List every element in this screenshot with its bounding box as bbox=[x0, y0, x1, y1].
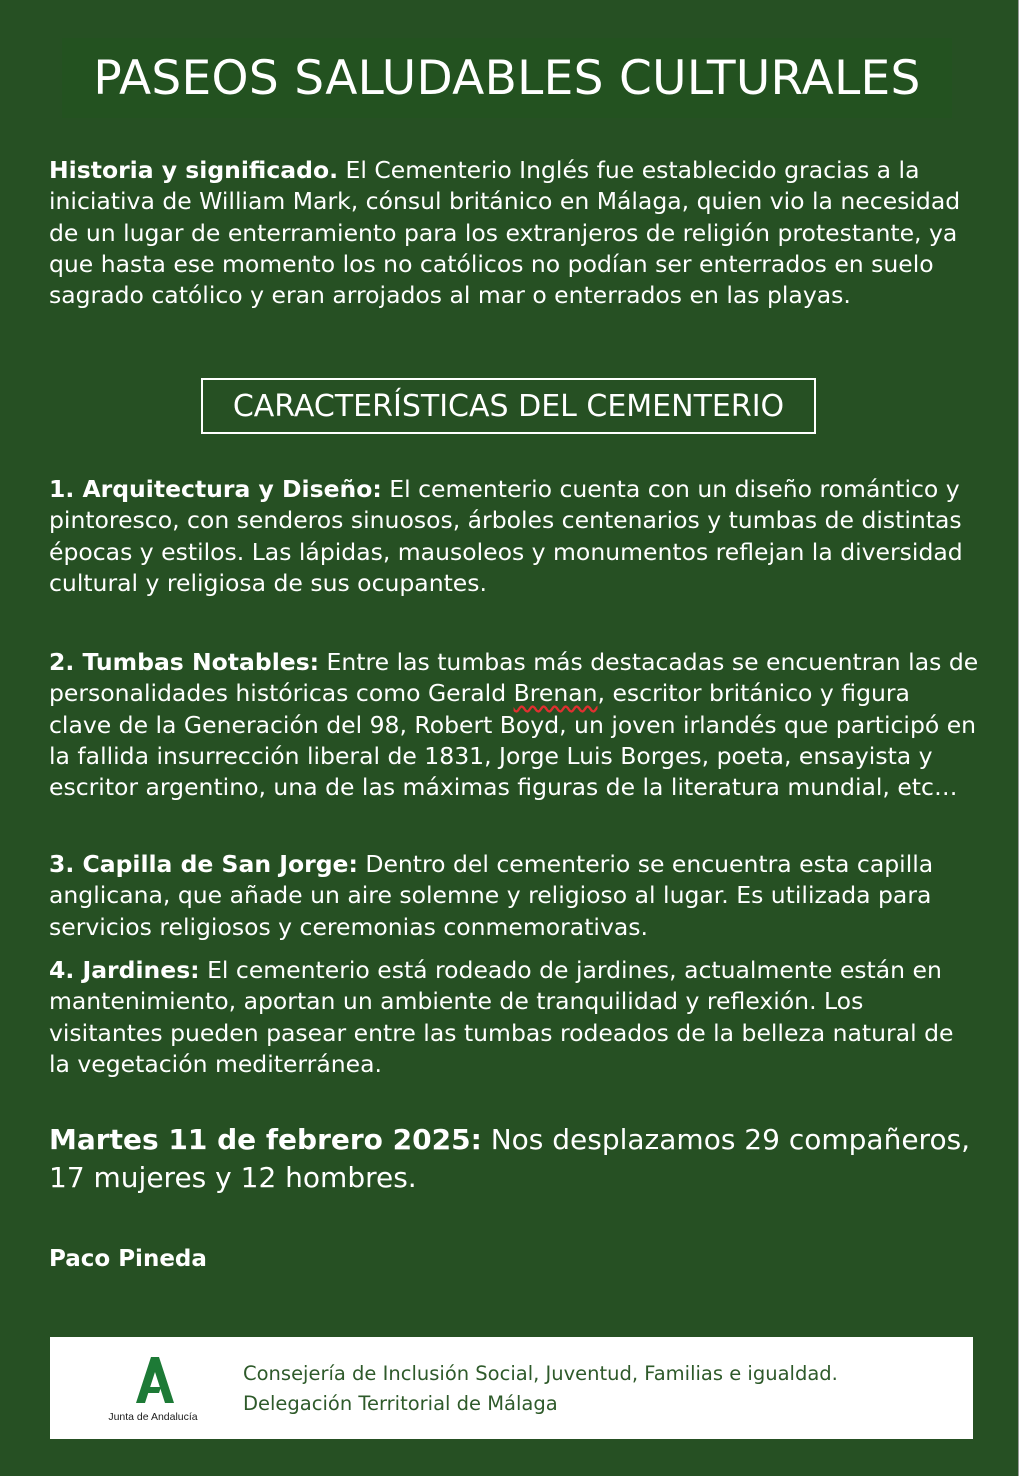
page-title: PASEOS SALUDABLES CULTURALES bbox=[93, 50, 921, 106]
item-text: El cementerio está rodeado de jardines, actualmente están en mantenimiento, aportan un ambiente de tranquilidad y reflexión. Los visitantes pueden pasear entre las tumbas rodeados de la belleza natural de la vegetación mediterránea. bbox=[49, 956, 954, 1078]
intro-heading: Historia y significado. bbox=[49, 156, 339, 184]
item-architecture bbox=[49, 474, 979, 599]
item-heading: 3. Capilla de San Jorge: bbox=[49, 850, 358, 878]
item-chapel bbox=[49, 849, 979, 943]
department-line: Consejería de Inclusión Social, Juventud, Familias e igualdad. bbox=[243, 1362, 838, 1385]
spellcheck-marked-word: Brenan bbox=[513, 679, 598, 708]
item-text: El cementerio cuenta con un diseño romántico y pintoresco, con senderos sinuosos, árboles centenarios y tumbas de distintas épocas y estilos. Las lápidas, mausoleos y monumentos reflejan la diversidad cultural y religiosa de sus ocupantes. bbox=[49, 475, 963, 597]
junta-logo bbox=[98, 1355, 208, 1427]
author-name: Paco Pineda bbox=[49, 1246, 207, 1272]
item-heading: 1. Arquitectura y Diseño: bbox=[49, 475, 382, 503]
item-text: , escritor británico y figura clave de la Generación del 98, Robert Boyd, un joven irlandés que participó en la fallida insurrección liberal de 1831, Jorge Luis Borges, poeta, ensayista y escritor argentino, una de las máximas figuras de la literatura mundial, etc… bbox=[49, 679, 977, 802]
item-gardens bbox=[49, 955, 979, 1080]
intro-paragraph bbox=[49, 155, 979, 311]
delegation-line: Delegación Territorial de Málaga bbox=[243, 1392, 558, 1415]
logo-text: Junta de Andalucía bbox=[108, 1411, 198, 1423]
title-band bbox=[62, 38, 952, 118]
item-heading: 2. Tumbas Notables: bbox=[49, 648, 320, 676]
item-heading: 4. Jardines: bbox=[49, 956, 200, 984]
date-heading: Martes 11 de febrero 2025: bbox=[49, 1123, 482, 1156]
intro-text: El Cementerio Inglés fue establecido gracias a la iniciativa de William Mark, cónsul británico en Málaga, quien vio la necesidad de un lugar de enterramiento para los extranjeros de religión protestante, ya que hasta ese momento los no católicos no podían ser enterrados en suelo sagrado católico y eran arrojados al mar o enterrados en las playas. bbox=[49, 156, 961, 310]
item-text: Entre las tumbas más destacadas se encuentran las de personalidades históricas como Gerald bbox=[49, 648, 979, 708]
date-text: Nos desplazamos 29 compañeros, 17 mujeres y 12 hombres. bbox=[49, 1123, 971, 1194]
junta-andalucia-logo-icon bbox=[126, 1355, 176, 1405]
section-title: CARACTERÍSTICAS DEL CEMENTERIO bbox=[201, 378, 816, 434]
item-text: Dentro del cementerio se encuentra esta capilla anglicana, que añade un aire solemne y religioso al lugar. Es utilizada para servicios religiosos y ceremonias conmemorativas. bbox=[49, 850, 934, 941]
item-notable-tombs bbox=[49, 647, 979, 803]
visit-date-line bbox=[49, 1121, 979, 1197]
footer-banner bbox=[50, 1337, 973, 1439]
